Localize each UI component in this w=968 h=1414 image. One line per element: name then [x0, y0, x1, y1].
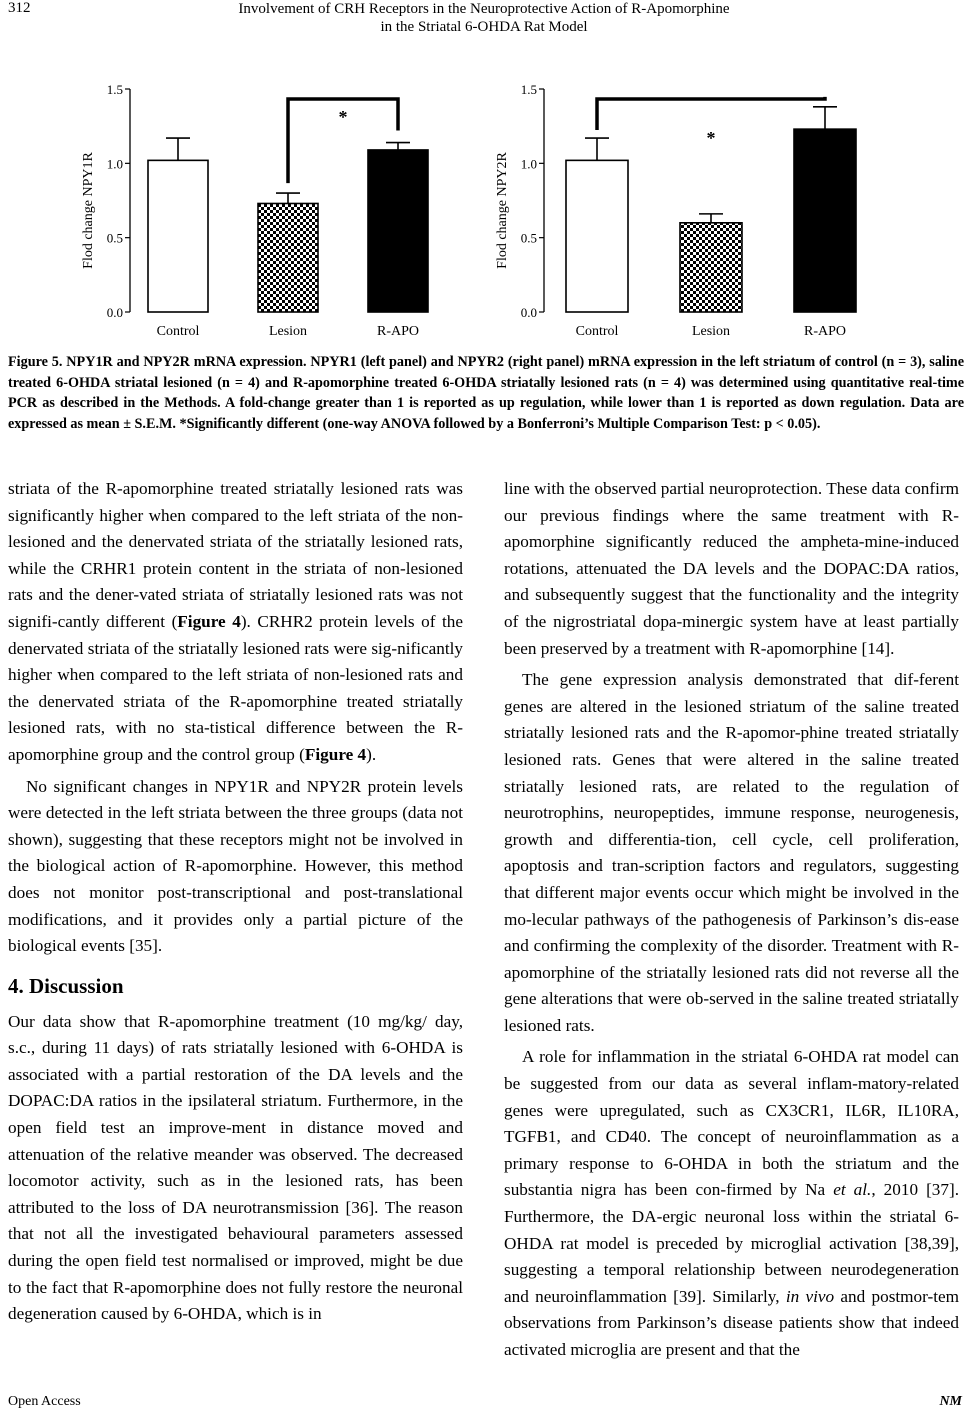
significance-star: *: [338, 107, 348, 127]
running-head-line2: in the Striatal 6-OHDA Rat Model: [380, 19, 588, 35]
running-head-line1: Involvement of CRH Receptors in the Neuroprotective Action of R-Apomorphine: [238, 1, 730, 17]
bar-r-apo: [368, 150, 428, 312]
running-head: [0, 0, 968, 36]
y-axis-label: Flod change NPY2R: [495, 152, 510, 269]
figure-caption: [8, 352, 964, 434]
x-tick-label: R-APO: [803, 324, 847, 339]
left-column: [8, 476, 463, 1328]
x-tick-label: Control: [575, 324, 619, 339]
significance-star: *: [706, 128, 716, 148]
bar-control: [148, 160, 208, 312]
y-tick-label: 1.0: [520, 156, 537, 172]
x-tick-label: Lesion: [691, 324, 731, 339]
figure-ref: Figure 4: [177, 611, 241, 631]
right-column: [504, 476, 959, 1364]
italic-text: in vivo: [785, 1286, 835, 1306]
footer-journal: NM: [939, 1394, 962, 1409]
y-tick-label: 1.5: [520, 82, 537, 97]
text-run: and postmor-tem observations from Parkinson’s disease patients show that indeed activated microglia are present and that the: [504, 1286, 960, 1359]
paragraph: line with the observed partial neuroprotection. These data confirm our previous findings where the same treatment with R-apomorphine significantly reduced the ampheta-mine-induced rotations, attenuated the DA levels and the DOPAC:DA ratios, and subsequently suggest that the functionality and the integrity of the nigrostriatal dopa-minergic system have at least partially been preserved by a treatment with R-apomorphine [14].: [504, 479, 959, 658]
y-axis-label: Flod change NPY1R: [81, 152, 96, 269]
page-number: 312: [8, 0, 31, 16]
paragraph: [8, 476, 463, 769]
x-tick-label: R-APO: [376, 324, 420, 339]
bar-lesion: [680, 223, 742, 312]
text-run: A role for inflammation in the striatal 6-OHDA rat model can be suggested from our data as several inflam-matory-related genes were upregulated, such as CX3CR1, IL6R, IL10RA, TGFB1, and CD40. The concept of neuroinflammation as a primary response to 6-OHDA in both the striatum and the substantia nigra has been con-firmed by Na: [504, 1047, 959, 1200]
italic-text: et al.: [833, 1180, 872, 1200]
y-tick-label: 1.5: [106, 82, 123, 97]
x-tick-label: Control: [156, 324, 200, 339]
significance-bracket: [597, 97, 825, 130]
text-run: ). CRHR2 protein levels of the denervated striata of the striatally lesioned rats were sig-nificantly higher when compared to the left striata of non-lesioned rats and the denervated striata of the R-apomorphine treated striatally lesioned rats, with no sta-tistical difference between the R-apomorphine group and the control group (: [8, 611, 463, 764]
figure-ref: Figure 4: [304, 744, 367, 764]
y-tick-label: 0.0: [520, 305, 537, 320]
text-run: striata of the R-apomorphine treated striatally lesioned rats was significantly higher when compared to the left striata of the non-lesioned and the denervated striata of the striatally lesioned rats, while the CRHR1 protein content in the striata of non-lesioned rats and the dener-vated striata of striatally lesioned rats was not signifi-cantly different (: [8, 479, 463, 631]
y-tick-label: 0.0: [106, 305, 123, 320]
bar-control: [566, 160, 628, 312]
text-run: , 2010 [37]. Furthermore, the DA-ergic neuronal loss within the striatal 6-OHDA rat model is preceded by microglial activation [38,39], suggesting a temporal relationship between neurodegeneration and neuroinflammation [39]. Similarly,: [504, 1180, 959, 1306]
caption-text: NPYR1 (left panel) and NPYR2 (right panel) mRNA expression in the left striatum of control (n = 3), saline treated 6-OHDA striatal lesioned (n = 4) and R-apomorphine treated 6-OHDA striatally lesioned rats (n = 4) was determined using quantitative real-time PCR as described in the Methods. A fold-change greater than 1 is reported as up regulation, while lower than 1 is reported as down regulation. Data are expressed as mean ± S.E.M. *Significantly different (one-way ANOVA followed by a Bonferroni’s Multiple Comparison Test: p < 0.05).: [8, 354, 964, 432]
paragraph: No significant changes in NPY1R and NPY2R protein levels were detected in the left striata between the three groups (data not shown), suggesting that these receptors might not be involved in the biological action of R-apomorphine. However, this method does not monitor post-transcriptional and post-translational modifications, and it provides only a partial picture of the biological events [35].: [8, 776, 463, 956]
x-tick-label: Lesion: [268, 324, 308, 339]
paragraph: The gene expression analysis demonstrated that dif-ferent genes are altered in the lesioned striatum of the saline treated striatally lesioned rats and the R-apomor-phine treated striatally lesioned rats. Genes that were altered in the saline treated striatally lesioned rats, are related to the regulation of neurotrophins, neuropeptides, immune response, neurogenesis, growth and differentia-tion, cell cycle, cell proliferation, apoptosis and tran-scription factors and regulators, suggesting that different major events occur which might be involved in the mo-lecular pathways of the pathogenesis of Parkinson’s dis-ease and confirming the complexity of the disorder. Treatment with R-apomorphine of the striatally lesioned rats did not reverse all the gene alterations that were ob-served in the saline treated striatally lesioned rats.: [504, 670, 959, 1035]
caption-label: Figure 5. NPY1R and NPY2R mRNA expression.: [8, 354, 307, 370]
paragraph: [504, 1044, 959, 1363]
y-tick-label: 0.5: [520, 230, 537, 246]
figure-5: [0, 72, 968, 352]
y-tick-label: 1.0: [106, 156, 123, 172]
paragraph: Our data show that R-apomorphine treatment (10 mg/kg/ day, s.c., during 11 days) of rats striatally lesioned with 6-OHDA is associated with a partial restoration of the DA levels and the DOPAC:DA ratios in the ipsilateral striatum. Furthermore, in the open field test an improve-ment in distance moved and attenuation of the relative meander was observed. The decreased locomotor activity, such as in the lesioned rats, has been attributed to the loss of DA neurotransmission [36]. The reason that not all the investigated behavioural parameters assessed during the open field test normalised or improved, might be due to the fact that R-apomorphine does not fully restore the neuronal degeneration caused by 6-OHDA, which is in: [8, 1011, 463, 1324]
text-run: ).: [366, 744, 377, 764]
footer-open-access: Open Access: [8, 1394, 81, 1409]
bar-lesion: [258, 203, 318, 312]
bar-r-apo: [794, 129, 856, 312]
y-tick-label: 0.5: [106, 230, 123, 246]
section-heading: 4. Discussion: [8, 973, 124, 998]
figure-5-charts: [0, 72, 968, 352]
